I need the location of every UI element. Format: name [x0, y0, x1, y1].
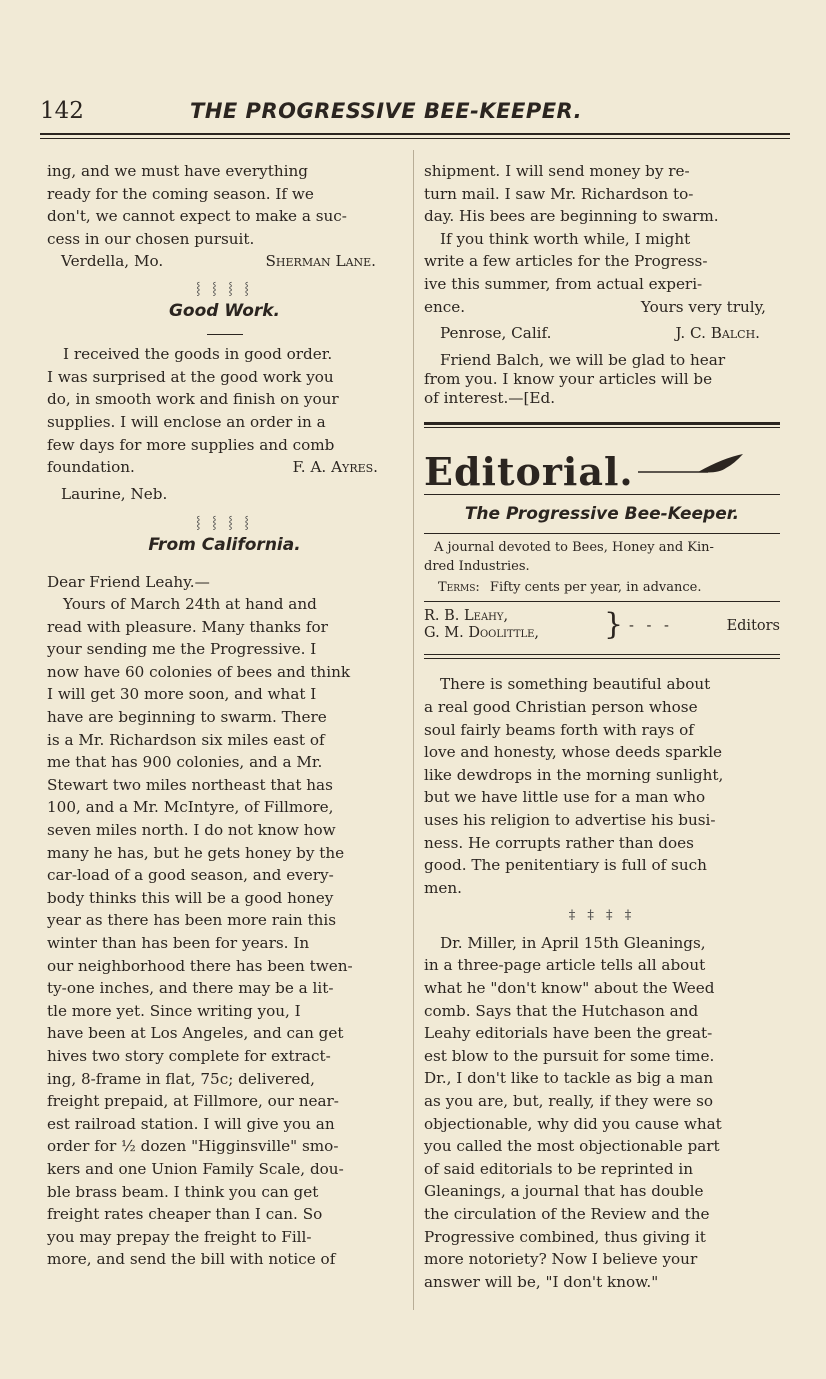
text-line: many he has, but he gets honey by the [47, 843, 345, 862]
california-letter [47, 571, 402, 1271]
text-line: est railroad station. I will give you an [47, 1114, 335, 1133]
text-line: Stewart two miles northeast that has [47, 775, 333, 794]
text-line: supplies. I will enclose an order in a [47, 412, 326, 431]
text-line: our neighborhood there has been twen- [47, 956, 353, 975]
terms-line [424, 578, 780, 597]
editors-label: Editors [726, 618, 780, 635]
editorial-heading: Editorial. [424, 449, 634, 495]
closing-line [424, 296, 780, 319]
text-line: what he "don't know" about the Weed [424, 979, 715, 998]
header-rule-thin [40, 138, 790, 139]
journal-description [424, 538, 780, 576]
text-line: kers and one Union Family Scale, dou- [47, 1159, 344, 1178]
text-line: ness. He corrupts rather than does [424, 833, 694, 852]
section-title-good-work: Good Work. [168, 300, 281, 321]
text-line: I received the goods in good order. [63, 345, 333, 364]
text-line: I was surprised at the good work you [47, 367, 334, 386]
text-line: A journal devoted to Bees, Honey and Kin- [434, 540, 714, 556]
terms-label: Terms: [438, 580, 480, 596]
text-line: ence. [424, 297, 466, 316]
text-line: Dr., I don't like to tackle as big a man [424, 1069, 714, 1088]
intro-paragraph [47, 160, 402, 250]
text-line: There is something beautiful about [440, 675, 711, 694]
editor-name: R. B. Leahy, [424, 608, 509, 625]
text-line: year as there has been more rain this [47, 911, 337, 930]
text-line: turn mail. I saw Mr. Richardson to- [424, 184, 694, 203]
text-line: uses his religion to advertise his busi- [424, 810, 716, 829]
signature-name: Sherman Lane. [265, 252, 376, 271]
text-line: Dr. Miller, in April 15th Gleanings, [440, 933, 706, 952]
signature-line [47, 250, 402, 273]
text-line: ing, 8-frame in flat, 75c; delivered, [47, 1069, 315, 1088]
text-line: is a Mr. Richardson six miles east of [47, 730, 325, 749]
text-line: ble brass beam. I think you can get [47, 1182, 319, 1201]
left-column [47, 160, 402, 1271]
editors-rule [424, 601, 780, 602]
text-line: body thinks this will be a good honey [47, 888, 334, 907]
text-line: men. [424, 878, 462, 897]
signature-place: Laurine, Neb. [61, 484, 168, 503]
editors-dashes: - - - [629, 618, 673, 635]
text-line: from you. I know your articles will be [424, 369, 713, 388]
editorial-top-rule-thin [424, 427, 780, 428]
text-line: cess in our chosen pursuit. [47, 229, 255, 248]
text-line: a real good Christian person whose [424, 697, 698, 716]
text-line: hives two story complete for extract- [47, 1046, 331, 1065]
text-line: more, and send the bill with notice of [47, 1250, 336, 1269]
text-line: love and honesty, whose deeds sparkle [424, 743, 723, 762]
editorial-paragraph-1 [424, 673, 780, 899]
text-line: of interest.—[Ed. [424, 388, 556, 407]
text-line: me that has 900 colonies, and a Mr. [47, 753, 323, 772]
text-line: like dewdrops in the morning sunlight, [424, 765, 724, 784]
text-line: Leahy editorials have been the great- [424, 1024, 713, 1043]
text-line: have are beginning to swarm. There [47, 708, 327, 727]
masthead-rule [424, 533, 780, 534]
text-line: as you are, but, really, if they were so [424, 1092, 714, 1111]
text-line: day. His bees are beginning to swarm. [424, 207, 719, 226]
text-line: Gleanings, a journal that has double [424, 1182, 704, 1201]
text-line: you may prepay the freight to Fill- [47, 1227, 312, 1246]
text-line: of said editorials to be reprinted in [424, 1159, 694, 1178]
title-rule [207, 334, 243, 335]
text-line: you called the most objectionable part [424, 1137, 720, 1156]
text-line: freight rates cheaper than I can. So [47, 1205, 323, 1224]
masthead-title: The Progressive Bee-Keeper. [464, 503, 740, 524]
text-line: ive this summer, from actual experi- [424, 274, 703, 293]
text-line: est blow to the pursuit for some time. [424, 1046, 715, 1065]
text-line: I will get 30 more soon, and what I [47, 685, 317, 704]
text-line: objectionable, why did you cause what [424, 1114, 722, 1133]
text-line: winter than has been for years. In [47, 934, 310, 952]
text-line: your sending me the Progressive. I [47, 640, 317, 659]
text-line: more notoriety? Now I believe your [424, 1250, 698, 1269]
closing: Yours very truly, [640, 297, 766, 316]
section-separator: ⸾ ⸾ ⸾ ⸾ [196, 515, 253, 530]
text-line: in a three-page article tells all about [424, 956, 706, 975]
brace-icon: } [604, 607, 624, 643]
terms-text: Fifty cents per year, in advance. [489, 580, 702, 596]
text-line: tle more yet. Since writing you, I [47, 1001, 301, 1020]
right-column [424, 160, 780, 1293]
text-line: order for ½ dozen "Higginsville" smo- [47, 1137, 339, 1156]
text-line: have been at Los Angeles, and can get [47, 1024, 344, 1043]
text-line: ty-one inches, and there may be a lit- [47, 979, 334, 998]
text-line: answer will be, "I don't know." [424, 1272, 659, 1291]
text-line: don't, we cannot expect to make a suc- [47, 207, 347, 226]
header-rule-thick [40, 133, 790, 135]
column-divider [413, 150, 414, 1310]
text-line: car-load of a good season, and every- [47, 866, 334, 885]
text-line: do, in smooth work and finish on your [47, 390, 339, 409]
page-header [40, 96, 790, 126]
journal-title: THE PROGRESSIVE BEE-KEEPER. [190, 99, 583, 123]
text-line: ing, and we must have everything [47, 162, 308, 180]
editors-bottom-rule [424, 654, 780, 655]
quill-ornament-icon [638, 448, 748, 478]
text-line: few days for more supplies and comb [47, 435, 335, 454]
signature-name: J. C. Balch. [675, 324, 760, 343]
text-line: dred Industries. [424, 559, 530, 575]
text-line: ready for the coming season. If we [47, 184, 314, 203]
text-line: the circulation of the Review and the [424, 1205, 710, 1223]
text-line: but we have little use for a man who [424, 788, 706, 807]
section-title-from-california: From California. [148, 534, 301, 555]
salutation: Dear Friend Leahy.— [47, 572, 210, 591]
text-line: Yours of March 24th at hand and [63, 595, 317, 614]
text-line: shipment. I will send money by re- [424, 162, 690, 180]
editors-block [424, 606, 780, 648]
editors-bottom-rule [424, 658, 780, 659]
text-line: read with pleasure. Many thanks for [47, 617, 328, 636]
signature-line [424, 322, 780, 345]
continued-letter [424, 160, 780, 345]
page-number: 142 [40, 98, 84, 124]
section-separator: ‡ ‡ ‡ ‡ [568, 908, 636, 924]
signature-line [47, 456, 402, 479]
editor-note [424, 351, 780, 408]
signature-name: F. A. Ayres. [292, 458, 378, 477]
text-line: good. The penitentiary is full of such [424, 856, 707, 875]
text-line: Friend Balch, we will be glad to hear [440, 350, 726, 369]
text-line: freight prepaid, at Fillmore, our near- [47, 1092, 339, 1111]
text-line: If you think worth while, I might [440, 229, 691, 248]
signature-place: Penrose, Calif. [440, 324, 552, 343]
text-line: foundation. [47, 458, 135, 477]
editorial-paragraph-2 [424, 932, 780, 1294]
text-line: now have 60 colonies of bees and think [47, 662, 351, 681]
editorial-heading-row [424, 438, 780, 495]
section-separator: ⸾ ⸾ ⸾ ⸾ [196, 280, 253, 295]
text-line: write a few articles for the Progress- [424, 252, 708, 271]
text-line: Progressive combined, thus giving it [424, 1227, 706, 1246]
text-line: 100, and a Mr. McIntyre, of Fillmore, [47, 798, 334, 817]
editorial-top-rule [424, 422, 780, 425]
text-line: soul fairly beams forth with rays of [424, 720, 694, 739]
good-work-letter [47, 343, 402, 505]
editor-name: G. M. Doolittle, [424, 625, 540, 642]
text-line: comb. Says that the Hutchason and [424, 1001, 699, 1020]
text-line: seven miles north. I do not know how [47, 821, 336, 840]
signature-place: Verdella, Mo. [61, 252, 164, 271]
